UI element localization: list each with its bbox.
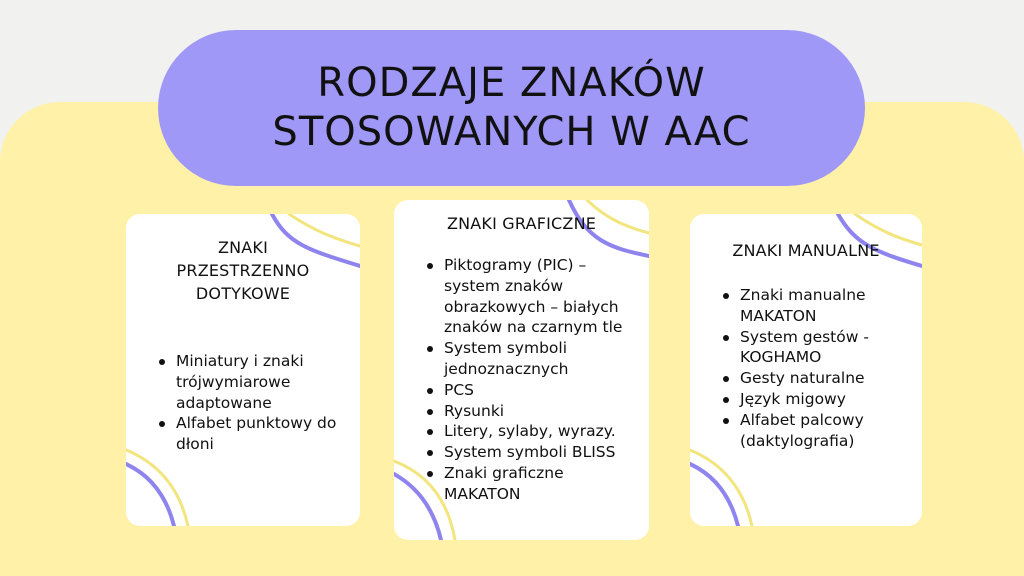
list-item: PCS — [425, 380, 630, 401]
list-item: Alfabet palcowy (daktylografia) — [721, 410, 904, 452]
slide-title: RODZAJE ZNAKÓW STOSOWANYCH W AAC — [272, 60, 751, 155]
list-item: Litery, sylaby, wyrazy. — [425, 421, 630, 442]
list-item: Alfabet punktowy do dłoni — [157, 413, 342, 455]
list-item: Język migowy — [721, 389, 904, 410]
card-list — [157, 351, 342, 455]
list-item: Gesty naturalne — [721, 368, 904, 389]
title-banner — [158, 30, 865, 186]
list-item: System symboli jednoznacznych — [425, 338, 630, 380]
card-list — [425, 255, 630, 505]
card-tactile-signs — [126, 214, 360, 526]
list-item: Znaki manualne MAKATON — [721, 285, 904, 327]
list-item: Znaki graficzne MAKATON — [425, 463, 630, 505]
card-graphic-signs — [394, 200, 649, 540]
card-list — [721, 285, 904, 451]
card-heading: ZNAKI MANUALNE — [732, 241, 880, 260]
list-item: System gestów - KOGHAMO — [721, 327, 904, 369]
card-heading: ZNAKI GRAFICZNE — [446, 214, 597, 233]
list-item: System symboli BLISS — [425, 442, 630, 463]
card-manual-signs — [690, 214, 922, 526]
list-item: Miniatury i znaki trójwymiarowe adaptowane — [157, 351, 342, 413]
list-item: Rysunki — [425, 401, 630, 422]
card-heading: ZNAKI PRZESTRZENNO DOTYKOWE — [176, 238, 310, 303]
list-item: Piktogramy (PIC) – system znaków obrazkowych – białych znaków na czarnym tle — [425, 255, 630, 338]
